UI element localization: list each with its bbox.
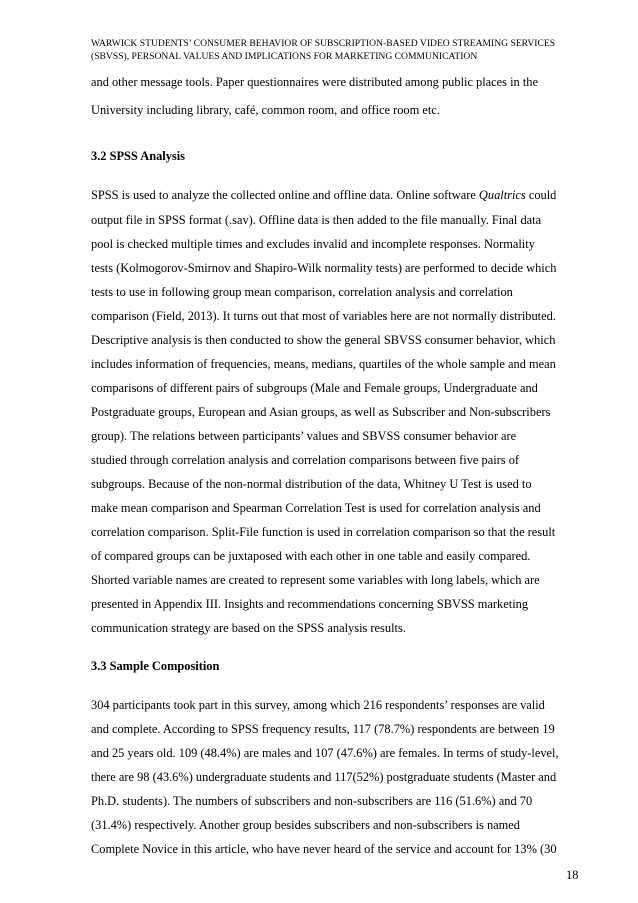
section-heading-3-2: 3.2 SPSS Analysis <box>91 149 186 163</box>
body-line: tests to use in following group mean comparison, correlation analysis and correlation <box>91 285 513 299</box>
body-line: (31.4%) respectively. Another group besides subscribers and non-subscribers is named <box>91 818 520 832</box>
section-heading-3-3: 3.3 Sample Composition <box>91 659 220 673</box>
body-line: presented in Appendix III. Insights and recommendations concerning SBVSS marketing <box>91 597 529 611</box>
body-line: of compared groups can be juxtaposed with each other in one table and easily compared. <box>91 549 531 563</box>
running-header-line: WARWICK STUDENTS’ CONSUMER BEHAVIOR OF SUBSCRIPTION-BASED VIDEO STREAMING SERVICES <box>91 38 556 49</box>
body-line: and 25 years old. 109 (48.4%) are males and 107 (47.6%) are females. In terms of study-level, <box>91 746 559 760</box>
body-line: group). The relations between participants’ values and SBVSS consumer behavior are <box>91 429 517 443</box>
body-line: Complete Novice in this article, who have never heard of the service and account for 13% (30 <box>91 842 557 856</box>
software-name: Qualtrics <box>478 188 526 202</box>
body-line: Postgraduate groups, European and Asian groups, as well as Subscriber and Non-subscribers <box>91 405 551 419</box>
text-run: SPSS is used to analyze the collected online and offline data. Online software <box>91 188 479 202</box>
body-line: tests (Kolmogorov-Smirnov and Shapiro-Wilk normality tests) are performed to decide which <box>91 261 557 275</box>
body-line: comparisons of different pairs of subgroups (Male and Female groups, Undergraduate and <box>91 381 538 395</box>
text-run: could <box>525 188 557 202</box>
body-line: pool is checked multiple times and excludes invalid and incomplete responses. Normality <box>91 237 535 251</box>
page-number: 18 <box>566 868 579 882</box>
body-line: and other message tools. Paper questionnaires were distributed among public places in the <box>91 75 538 89</box>
body-line: communication strategy are based on the SPSS analysis results. <box>91 621 406 635</box>
body-line: includes information of frequencies, means, medians, quartiles of the whole sample and mean <box>91 357 556 371</box>
body-line: there are 98 (43.6%) undergraduate students and 117(52%) postgraduate students (Master and <box>91 770 557 784</box>
body-line: make mean comparison and Spearman Correlation Test is used for correlation analysis and <box>91 501 541 515</box>
running-header-line: (SBVSS), PERSONAL VALUES AND IMPLICATIONS FOR MARKETING COMMUNICATION <box>91 51 478 62</box>
body-line: and complete. According to SPSS frequency results, 117 (78.7%) respondents are between 19 <box>91 722 555 736</box>
body-line <box>91 187 556 203</box>
body-line: comparison (Field, 2013). It turns out that most of variables here are not normally distributed. <box>91 309 556 323</box>
body-line: Ph.D. students). The numbers of subscribers and non-subscribers are 116 (51.6%) and 70 <box>91 794 533 808</box>
body-line: output file in SPSS format (.sav). Offline data is then added to the file manually. Final data <box>91 213 542 227</box>
body-line: correlation comparison. Split-File function is used in correlation comparison so that the result <box>91 525 556 539</box>
body-line: University including library, café, common room, and office room etc. <box>91 103 440 117</box>
body-line: Descriptive analysis is then conducted to show the general SBVSS consumer behavior, which <box>91 333 556 347</box>
body-line: Shorted variable names are created to represent some variables with long labels, which are <box>91 573 540 587</box>
body-line: studied through correlation analysis and correlation comparisons between five pairs of <box>91 453 520 467</box>
body-line: 304 participants took part in this survey, among which 216 respondents’ responses are valid <box>91 698 545 712</box>
body-line: subgroups. Because of the non-normal distribution of the data, Whitney U Test is used to <box>91 477 532 491</box>
running-header <box>91 37 591 63</box>
